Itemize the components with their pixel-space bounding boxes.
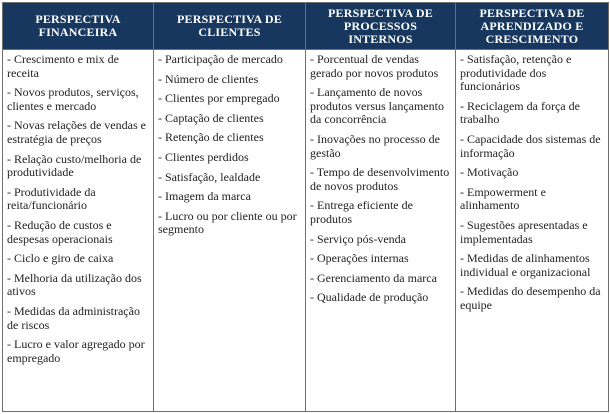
list-item: - Lucro e valor agregado por empregado (7, 337, 145, 365)
list-item: - Satisfação, retenção e produtividade dos funcionários (460, 52, 572, 94)
list-item: - Reciclagem da força de trabalho (460, 98, 580, 127)
list-item: - Clientes perdidos (158, 149, 249, 164)
list-item: - Inovações no processo de gestão (310, 131, 440, 160)
list-item: - Motivação (460, 165, 519, 180)
list-item: - Porcentual de vendas gerado por novos produtos (310, 52, 439, 80)
list-item: - Medidas do desempenho da equipe (460, 284, 601, 312)
list-item: - Número de clientes (158, 71, 259, 86)
list-item: - Imagem da marca (158, 189, 251, 204)
header-row (3, 3, 609, 50)
list-item: - Satisfação, lealdade (158, 169, 261, 184)
list-item: - Novas relações de vendas e estratégia de preços (7, 118, 146, 146)
list-item: - Clientes por empregado (158, 91, 280, 106)
header-financial: PERSPECTIVA FINANCEIRA (3, 3, 154, 50)
list-internal-processes (310, 53, 450, 305)
cell-internal-processes (306, 50, 456, 412)
list-item: - Novos produtos, serviços, clientes e mercado (7, 85, 139, 113)
list-customers (158, 53, 300, 237)
list-item: - Empowerment e alinhamento (460, 184, 546, 213)
list-item: - Capacidade dos sistemas de informação (460, 131, 601, 160)
list-item: - Crescimento e mix de receita (7, 52, 119, 80)
list-item: - Tempo de desenvolvimento de novos produtos (310, 165, 450, 193)
list-item: - Participação de mercado (158, 52, 283, 66)
cell-customers (154, 50, 306, 412)
header-internal-processes: PERSPECTIVA DE PROCESSOS INTERNOS (306, 3, 456, 50)
list-item: - Lançamento de novos produtos versus lançamento da concorrência (310, 85, 444, 127)
list-financial (7, 53, 148, 365)
list-item: - Produtividade da reita/funcionário (7, 184, 96, 213)
list-item: - Melhoria da utilização dos ativos (7, 270, 142, 299)
list-item: - Medidas de alinhamentos individual e organizacional (460, 251, 591, 279)
list-item: - Gerenciamento da marca (310, 270, 437, 285)
header-learning-growth: PERSPECTIVA DE APRENDIZADO E CRESCIMENTO (456, 3, 609, 50)
list-learning-growth (460, 53, 603, 313)
list-item: - Medidas da administração de riscos (7, 303, 140, 332)
perspectives-table (2, 2, 609, 412)
body-row (3, 50, 609, 412)
list-item: - Serviço pós-venda (310, 231, 406, 246)
header-customers: PERSPECTIVA DE CLIENTES (154, 3, 306, 50)
list-item: - Captação de clientes (158, 110, 264, 125)
list-item: - Ciclo e giro de caixa (7, 251, 114, 266)
list-item: - Sugestões apresentadas e implementadas (460, 217, 588, 246)
list-item: - Redução de custos e despesas operacionais (7, 217, 113, 246)
list-item: - Qualidade de produção (310, 290, 429, 305)
list-item: - Retenção de clientes (158, 130, 264, 145)
list-item: - Entrega eficiente de produtos (310, 198, 413, 226)
cell-financial (3, 50, 154, 412)
list-item: - Relação custo/melhoria de produtividade (7, 151, 142, 180)
list-item: - Lucro ou por cliente ou por segmento (158, 208, 297, 237)
cell-learning-growth (456, 50, 609, 412)
list-item: - Operações internas (310, 251, 409, 266)
